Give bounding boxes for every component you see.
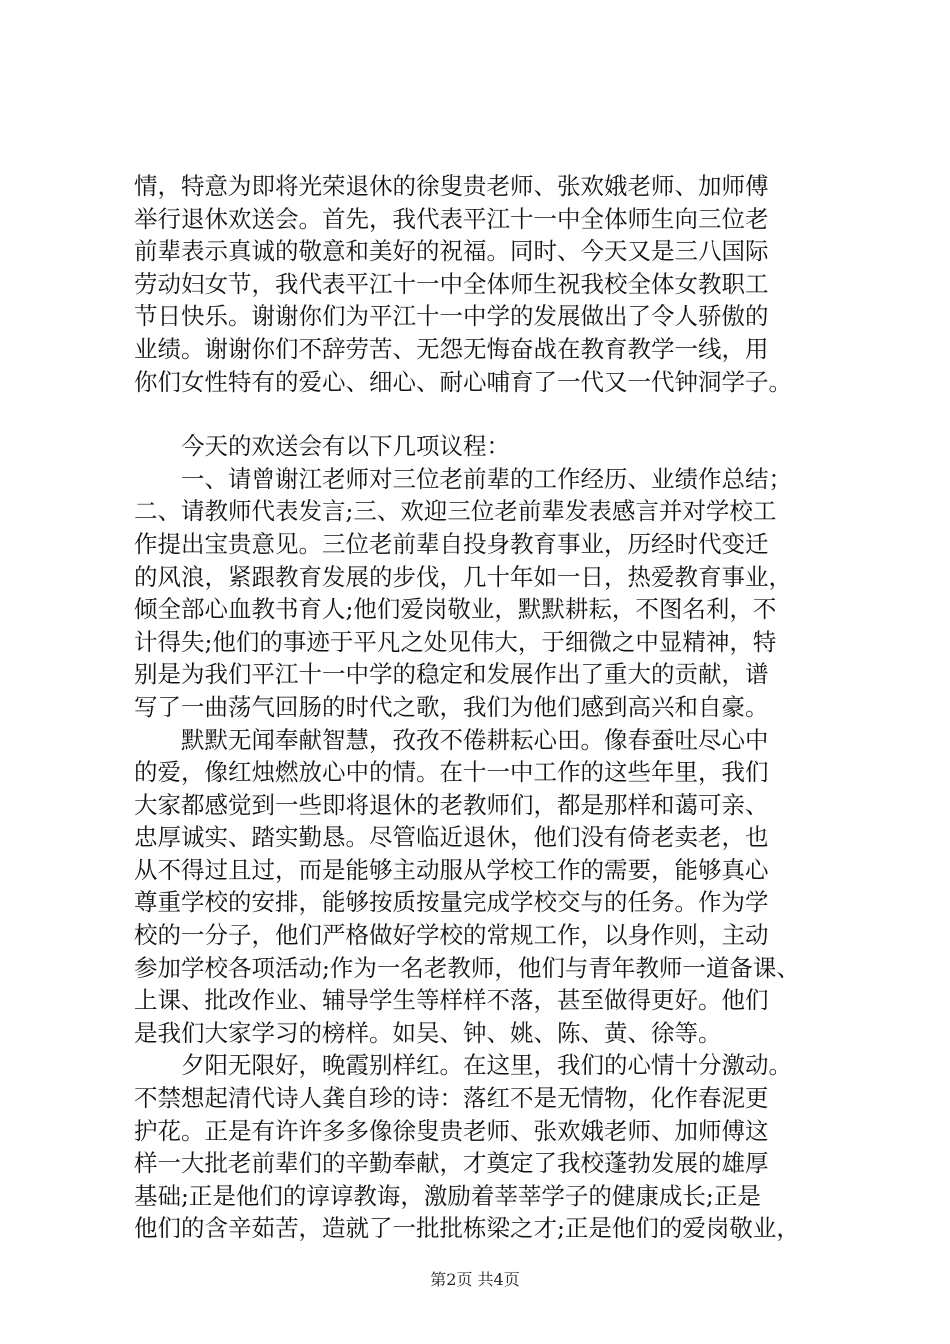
page-number-footer: 第2页 共4页 xyxy=(430,1270,520,1289)
text-line: 他们的含辛茹苦，造就了一批批栋梁之才;正是他们的爱岗敬业， xyxy=(134,1214,800,1243)
text-line: 是我们大家学习的榜样。如吴、钟、姚、陈、黄、徐等。 xyxy=(134,1018,722,1047)
text-line: 情，特意为即将光荣退休的徐叟贵老师、张欢娥老师、加师傅 xyxy=(134,172,769,200)
text-line: 前辈表示真诚的敬意和美好的祝福。同时、今天又是三八国际 xyxy=(134,237,769,266)
text-line: 不禁想起清代诗人龚自珍的诗：落红不是无情物，化作春泥更 xyxy=(134,1084,769,1113)
text-line: 护花。正是有许许多多像徐叟贵老师、张欢娥老师、加师傅这 xyxy=(134,1116,769,1145)
body-text xyxy=(134,170,834,1245)
text-line: 业绩。谢谢你们不辞劳苦、无怨无悔奋战在教育教学一线，用 xyxy=(134,334,769,363)
text-line: 基础;正是他们的谆谆教诲，激励着莘莘学子的健康成长;正是 xyxy=(134,1181,761,1210)
text-line: 从不得过且过，而是能够主动服从学校工作的需要，能够真心 xyxy=(134,855,769,884)
text-line: 上课、批改作业、辅导学生等样样不落，甚至做得更好。他们 xyxy=(134,986,769,1015)
text-line: 忠厚诚实、踏实勤恳。尽管临近退休，他们没有倚老卖老，也 xyxy=(134,823,769,852)
text-line: 写了一曲荡气回肠的时代之歌，我们为他们感到高兴和自豪。 xyxy=(134,692,769,721)
text-line: 别是为我们平江十一中学的稳定和发展作出了重大的贡献，谱 xyxy=(134,660,769,689)
text-line: 参加学校各项活动;作为一名老教师，他们与青年教师一道备课、 xyxy=(134,953,800,982)
blank-line xyxy=(134,398,834,430)
text-line: 的风浪，紧跟教育发展的步伐，几十年如一日，热爱教育事业， xyxy=(134,562,792,591)
text-line: 一、请曾谢江老师对三位老前辈的工作经历、业绩作总结； xyxy=(134,464,792,493)
text-line: 二、请教师代表发言;三、欢迎三位老前辈发表感言并对学校工 xyxy=(134,497,777,526)
text-line: 作提出宝贵意见。三位老前辈自投身教育事业，历经时代变迁 xyxy=(134,529,769,558)
text-line: 节日快乐。谢谢你们为平江十一中学的发展做出了令人骄傲的 xyxy=(134,302,769,331)
text-line: 默默无闻奉献智慧，孜孜不倦耕耘心田。像春蚕吐尽心中 xyxy=(134,725,769,754)
text-line: 尊重学校的安排，能够按质按量完成学校交与的任务。作为学 xyxy=(134,888,769,917)
text-line: 今天的欢送会有以下几项议程： xyxy=(134,432,510,461)
text-line: 校的一分子，他们严格做好学校的常规工作，以身作则，主动 xyxy=(134,921,769,950)
text-line: 大家都感觉到一些即将退休的老教师们，都是那样和蔼可亲、 xyxy=(134,790,769,819)
text-line: 的爱，像红烛燃放心中的情。在十一中工作的这些年里，我们 xyxy=(134,758,769,787)
text-line: 劳动妇女节，我代表平江十一中全体师生祝我校全体女教职工 xyxy=(134,269,769,298)
text-line: 样一大批老前辈们的辛勤奉献，才奠定了我校蓬勃发展的雄厚 xyxy=(134,1149,769,1178)
text-line: 举行退休欢送会。首先，我代表平江十一中全体师生向三位老 xyxy=(134,204,769,233)
text-line: 你们女性特有的爱心、细心、耐心哺育了一代又一代钟洞学子。 xyxy=(134,367,792,396)
text-line: 计得失;他们的事迹于平凡之处见伟大，于细微之中显精神，特 xyxy=(134,627,777,656)
text-line: 倾全部心血教书育人;他们爱岗敬业，默默耕耘，不图名利，不 xyxy=(134,595,777,624)
text-line: 夕阳无限好，晚霞别样红。在这里，我们的心情十分激动。 xyxy=(134,1051,792,1080)
